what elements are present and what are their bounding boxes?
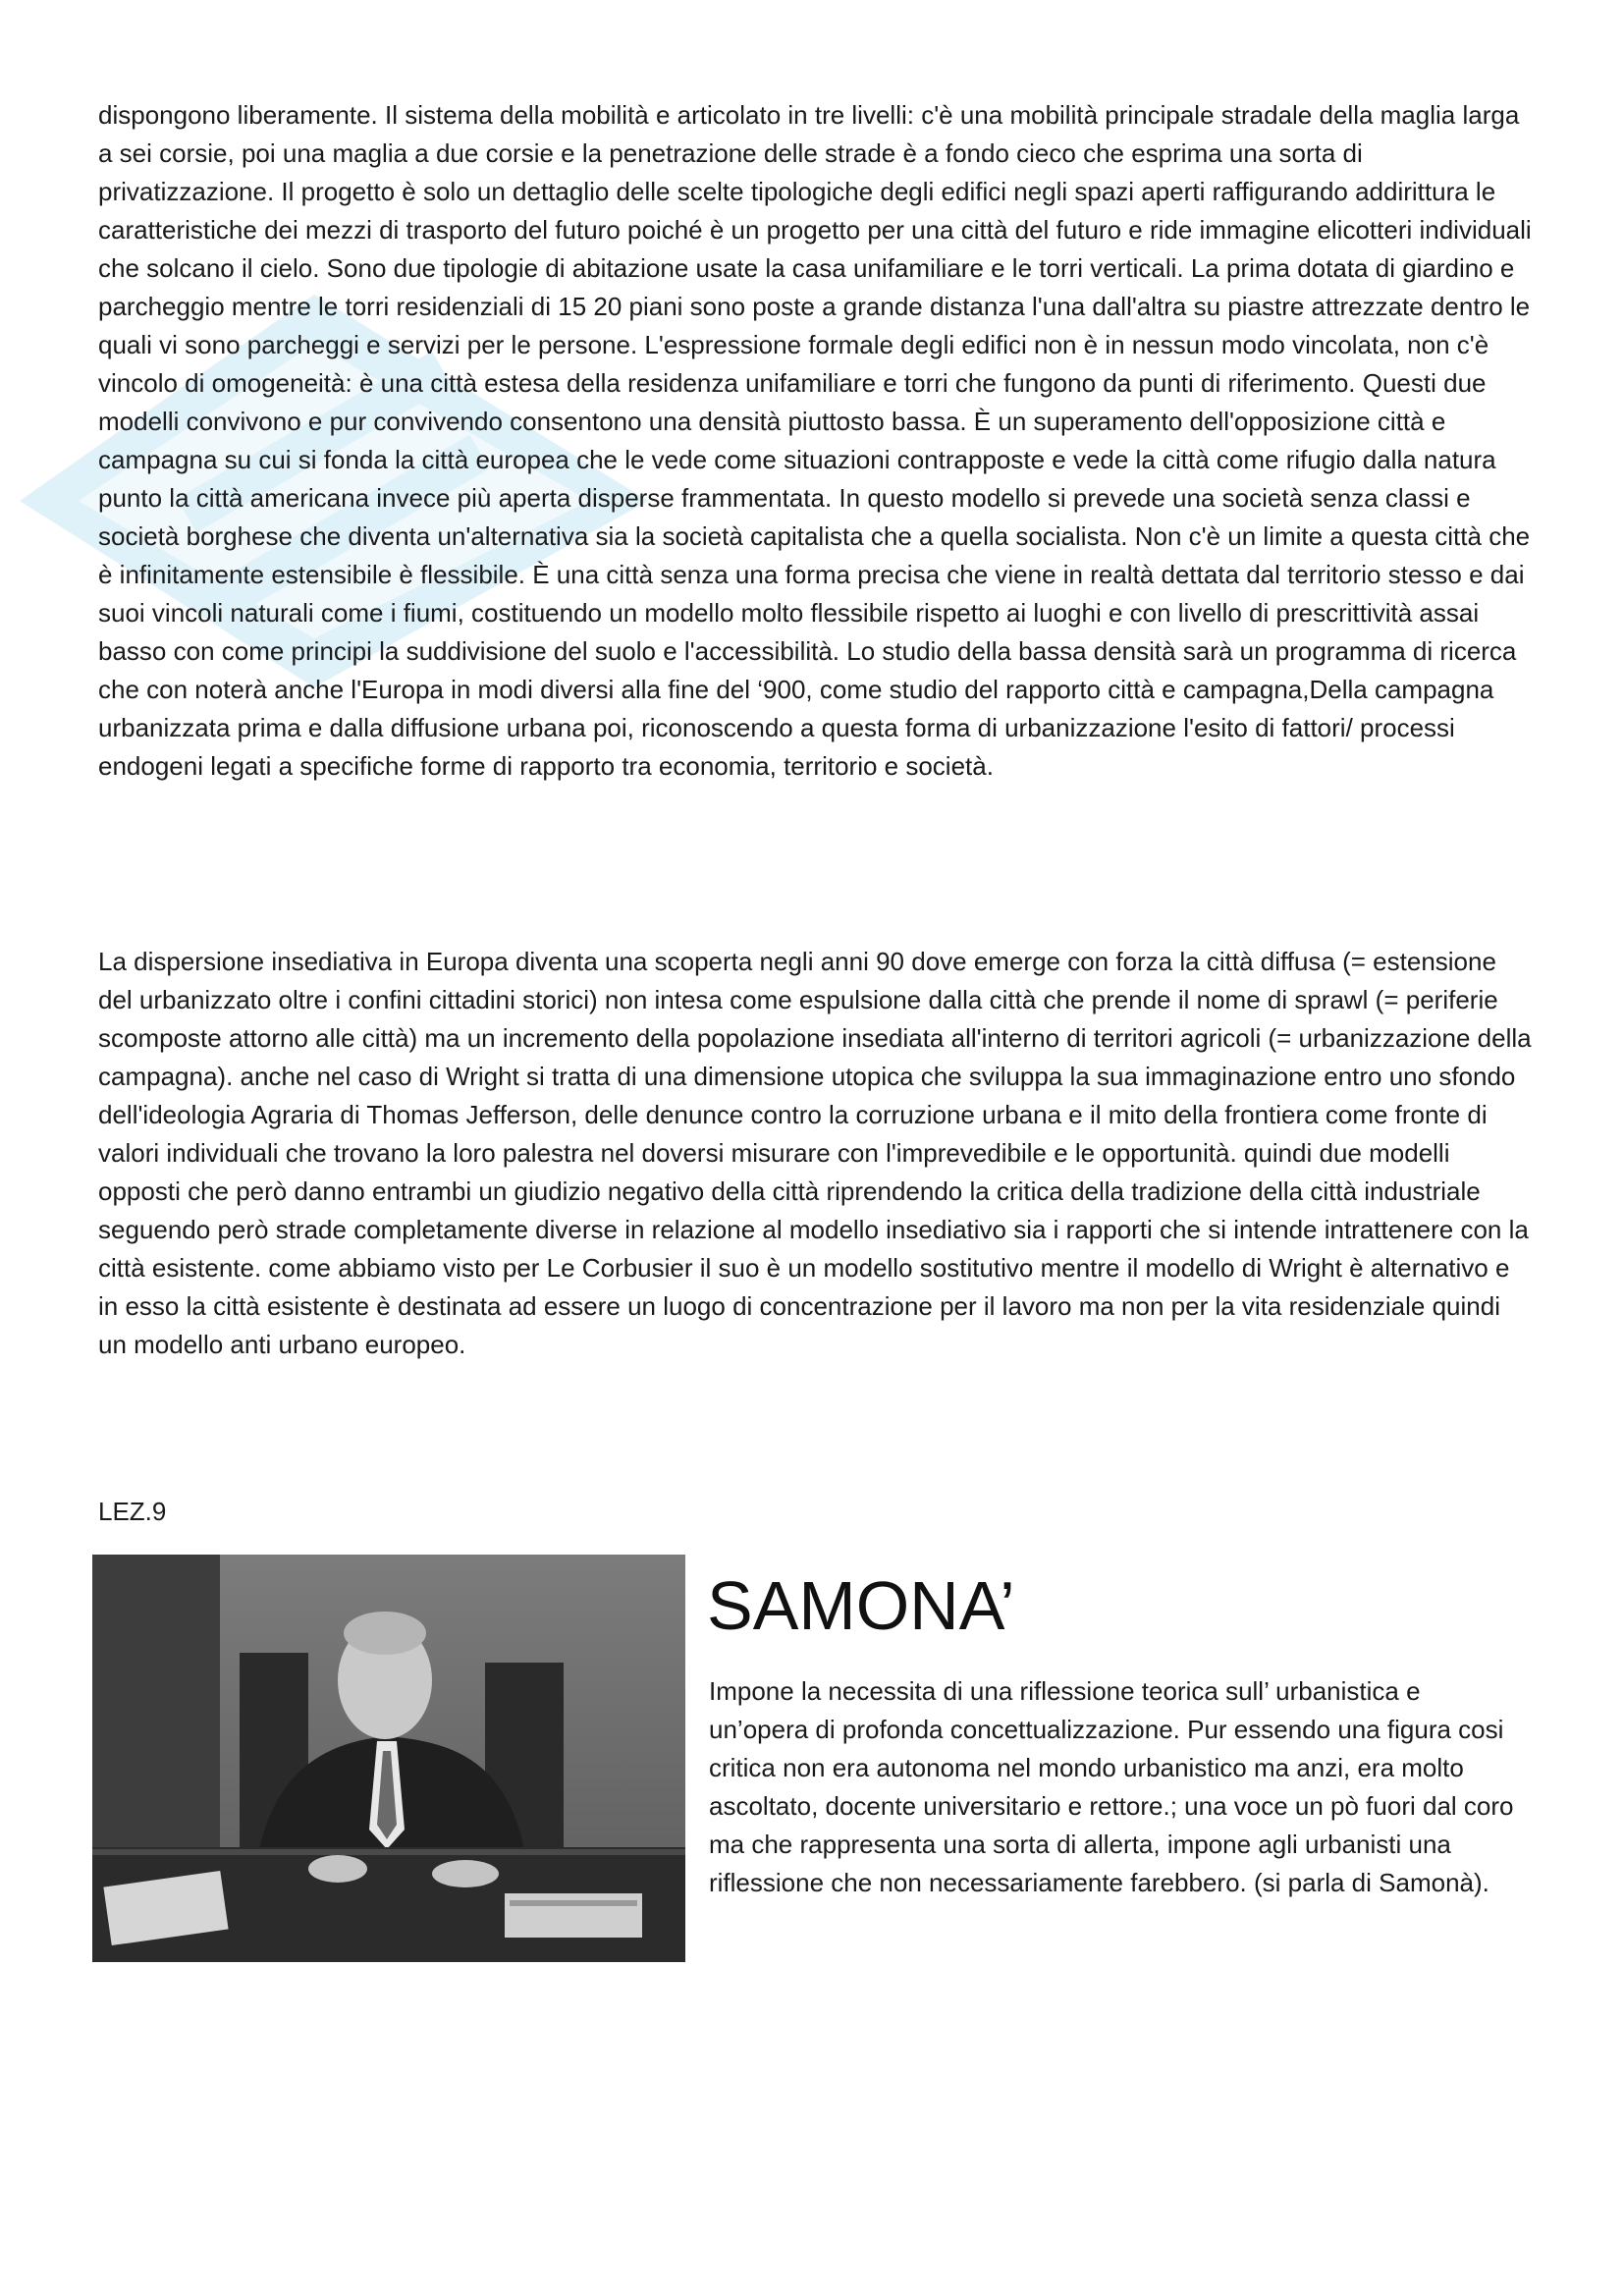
body-paragraph-1: dispongono liberamente. Il sistema della mobilità e articolato in tre livelli: c'è una mobilità principale stradale della maglia larga a sei corsie, poi una maglia a due corsie e la penetrazione delle strade è a fondo cieco che esprima una sorta di privatizzazione. Il progetto è solo un dettaglio delle scelte tipologiche degli edifici negli spazi aperti raffigurando addirittura le caratteristiche dei mezzi di trasporto del futuro poiché è un progetto per una città del futuro e ride immagine elicotteri individuali che solcano il cielo. Sono due tipologie di abitazione usate la casa unifamiliare e le torri verticali. La prima dotata di giardino e parcheggio mentre le torri residenziali di 15 20 piani sono poste a grande distanza l'una dall'altra su piastre attrezzate dentro le quali vi sono parcheggi e servizi per le persone. L'espressione formale degli edifici non è in nessun modo vincolata, non c'è vincolo di omogeneità: è una città estesa della residenza unifamiliare e torri che fungono da punti di riferimento. Questi due modelli convivono e pur convivendo consentono una densità piuttosto bassa. È un superamento dell'opposizione città e campagna su cui si fonda la città europea che le vede come situazioni contrapposte e vede la città come rifugio dalla natura punto la città americana invece più aperta disperse frammentata. In questo modello si prevede una società senza classi e società borghese che diventa un'alternativa sia la società capitalista che a quella socialista. Non c'è un limite a questa città che è infinitamente estensibile è flessibile. È una città senza una forma precisa che viene in realtà dettata dal territorio stesso e dai suoi vincoli naturali come i fiumi, costituendo un modello molto flessibile rispetto ai luoghi e con livello di prescrittività assai basso con come principi la suddivisione del suolo e l'accessibilità. Lo studio della bassa densità sarà un programma di ricerca che con noterà anche l'Europa in modi diversi alla fine del ‘900, come studio del rapporto città e campagna,Della campagna urbanizzata prima e dalla diffusione urbana poi, riconoscendo a questa forma di urbanizzazione l'esito di fattori/ processi endogeni legati a specifiche forme di rapporto tra economia, territorio e società.	[98, 100, 1532, 781]
portrait-man-at-desk-image	[92, 1555, 685, 1962]
section-body: Impone la necessita di una riflessione teorica sull’ urbanistica e un’opera di profonda concettualizzazione. Pur essendo una figura cosi critica non era autonoma nel mondo urbanistico ma anzi, era molto ascoltato, docente universitario e rettore.; una voce un pò fuori dal coro ma che rappresenta una sorta di allerta, impone agli urbanisti una riflessione che non necessariamente farebbero. (si parla di Samonà).	[709, 1676, 1514, 1897]
body-paragraph-2: La dispersione insediativa in Europa diventa una scoperta negli anni 90 dove emerge con forza la città diffusa (= estensione del urbanizzato oltre i confini cittadini storici) non intesa come espulsione dalla città che prende il nome di sprawl (= periferie scomposte attorno alle città) ma un incremento della popolazione insediata all'interno di territori agricoli (= urbanizzazione della campagna). anche nel caso di Wright si tratta di una dimensione utopica che sviluppa la sua immaginazione entro uno sfondo dell'ideologia Agraria di Thomas Jefferson, delle denunce contro la corruzione urbana e il mito della frontiera come fronte di valori individuali che trovano la loro palestra nel doversi misurare con l'imprevedibile e le opportunità. quindi due modelli opposti che però danno entrambi un giudizio negativo della città riprendendo la critica della tradizione della città industriale seguendo però strade completamente diverse in relazione al modello insediativo sia i rapporti che si intende intrattenere con la città esistente. come abbiamo visto per Le Corbusier il suo è un modello sostitutivo mentre il modello di Wright è alternativo e in esso la città esistente è destinata ad essere un luogo di concentrazione per il lavoro ma non per la vita residenziale quindi un modello anti urbano europeo.	[98, 947, 1532, 1359]
lesson-label: LEZ.9	[98, 1497, 167, 1526]
section-title: SAMONA’	[707, 1567, 1015, 1644]
portrait-photo	[92, 1555, 685, 1962]
